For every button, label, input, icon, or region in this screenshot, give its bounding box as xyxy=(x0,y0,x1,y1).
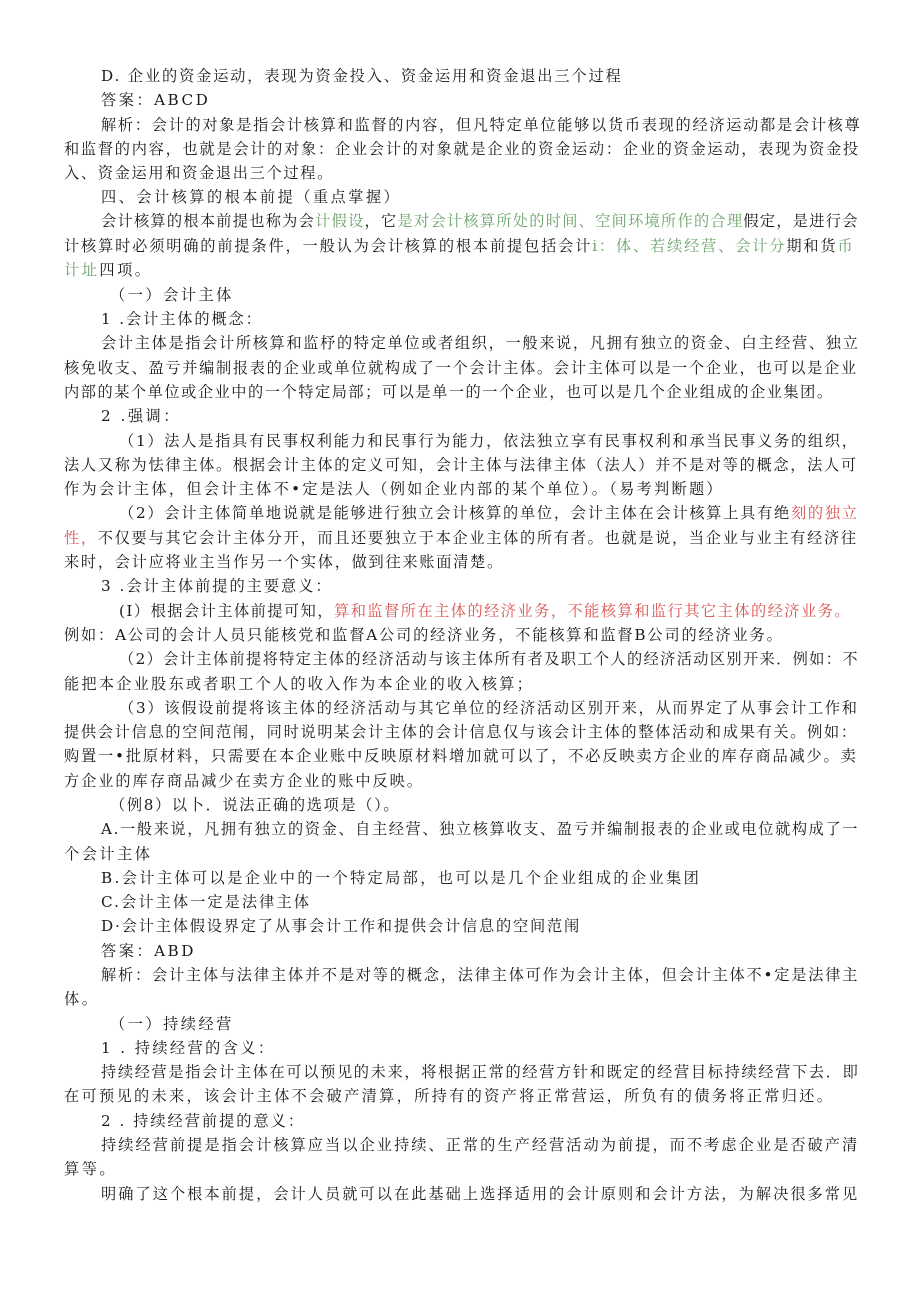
text-line: 会计核算的根本前提也称为会计假设，它是对会计核算所处的时间、空间环境所作的合理假定，是进行会 xyxy=(101,212,859,230)
text-line: 2 . 持续经营前提的意义： xyxy=(101,1112,306,1130)
text-line: 答案：ABCD xyxy=(101,91,211,109)
text-line: 体。 xyxy=(64,990,100,1008)
answer: 答案：ABD xyxy=(101,942,196,960)
text-line: 2 .强调： xyxy=(101,407,181,425)
text-line: 解析：会计的对象是指会计核算和监督的内容，但凡特定单位能够以货币表现的经济运动都是会计核尊 xyxy=(101,116,862,134)
text-line: 法人又称为怯律主体。根据会计主体的定义可知，会计主体与法律主体（法人）并不是对等的概念，法人可 xyxy=(64,456,858,474)
text-line: 和监督的内容，也就是会计的对象：企业会计的对象就是企业的资金运动：企业的资金运动，表现为资金投 xyxy=(64,140,860,158)
text-line: （2）会计主体简单地说就是能够进行独立会计核算的单位，会计主体在会计核算上具有绝刻的独立 xyxy=(119,504,859,522)
section-heading: （一）会计主体 xyxy=(110,286,234,304)
text-line: 计址四项。 xyxy=(64,261,153,279)
text-line: 持续经营是指会计主体在可以预见的未来，将根据正常的经营方针和既定的经营目标持续经营下去．即 xyxy=(101,1063,860,1081)
text-line: 计核算时必须明确的前提条件，一般认为会计核算的根本前提包括会计i：体、若续经营、会计分期和货币 xyxy=(64,237,855,255)
text-line: （2）会计主体前提将特定主体的经济活动与该主体所有者及职工个人的经济活动区别开来．例如：不 xyxy=(119,650,859,668)
text-line: 提供会计信息的空间范闱，同时说明某会计主体的会计信息仅与该会计主体的整体活动和成果有关。例如： xyxy=(64,723,858,741)
section-heading: （一）持续经营 xyxy=(110,1015,234,1033)
text-line: 1 .会计主体的概念： xyxy=(101,310,263,328)
text-line: 3 .会计主体前提的主要意义： xyxy=(101,577,333,595)
text-line: 算等。 xyxy=(64,1160,118,1178)
option-b: B.会计主体可以是企业中的一个特定局部，也可以是几个企业组成的企业集团 xyxy=(101,869,702,887)
text-line: 购置一•批原材料，只需要在本企业账中反映原材料增加就可以了，不必反映卖方企业的库存商品减少。卖 xyxy=(64,747,858,765)
text-line: 作为会计主体，但会计主体不•定是法人（例如企业内部的某个单位）。（易考判断题） xyxy=(64,480,724,498)
text-line: 个会计主体 xyxy=(64,845,153,863)
text-line: D. 企业的资金运动，表现为资金投入、资金运用和资金退出三个过程 xyxy=(101,67,623,85)
text-line: 方企业的库存商品减少在卖方企业的账中反映。 xyxy=(64,772,424,790)
text-line: 核免收支、盈亏并编制报表的企业或单位就构成了一个会计主体。会计主体可以是一个企业，也可以是企业 xyxy=(64,359,858,377)
text-line: 内部的某个单位或企业中的一个特定局部；可以是单一的一个企业，也可以是几个企业组成的企业集团。 xyxy=(64,383,834,401)
text-line: 1 . 持续经营的含义： xyxy=(101,1039,276,1057)
example-question: （例8）以卜．说法正确的选项是（）。 xyxy=(110,796,401,814)
text-line: 来时，会计应将业主当作另一个实体，做到往来账面清楚。 xyxy=(64,553,504,571)
option-c: C.会计主体一定是法律主体 xyxy=(101,893,311,911)
text-line: 会计主体是指会计所核算和监杼的特定单位或者组织，一般来说，凡拥有独立的资金、白主经营、独立 xyxy=(101,334,860,352)
text-line: 性，不仅要与其它会计主体分开，而且还要独立于本企业主体的所有者。也就是说，当企业与业主有经济往 xyxy=(64,529,858,547)
text-line: 解析：会计主体与法律主体并不是对等的概念，法律主体可作为会计主体，但会计主体不•定是法律主 xyxy=(101,966,860,984)
text-line: 在可预见的未来，该会计主体不会破产清算，所持有的资产将正常营运，所负有的债务将正常归还。 xyxy=(64,1087,835,1105)
text-line: 入、资金运用和资金退出三个过程。 xyxy=(64,164,334,182)
text-line: 能把本企业股东或者职工个人的收入作为本企业的收入核算； xyxy=(64,675,535,693)
text-line: (I）根据会计主体前提可知，算和监督所在主体的经济业务，不能核算和监行其它主体的经济业务。 xyxy=(119,602,851,620)
text-line: 持续经营前提是指会计核算应当以企业持续、正常的生产经营活动为前提，而不考虑企业是否破产清 xyxy=(101,1136,860,1154)
text-line: （1）法人是指具有民事权利能力和民事行为能力，依法独立享有民事权利和承当民事义务的组织， xyxy=(119,432,859,450)
text-line: 明确了这个根本前提，会计人员就可以在此基础上选择适用的会计原则和会计方法，为解决很多常见 xyxy=(101,1185,860,1203)
text-line: 例如：A公司的会计人员只能核党和监督A公司的经济业务，不能核算和监督B公司的经济业务。 xyxy=(64,626,784,644)
text-line: （3）该假设前提将该主体的经济活动与其它单位的经济活动区别开来，从而界定了从事会计工作和 xyxy=(119,699,859,717)
text-line: 四、会计核算的根本前提（重点掌握） xyxy=(101,188,402,206)
option-a: A.一般来说，凡拥有独立的资金、自主经营、独立核算收支、盈亏并编制报表的企业或电位就构成了一 xyxy=(101,820,860,838)
option-d: D·会计主体假设界定了从事会计工作和提供会计信息的空间范闱 xyxy=(101,917,582,935)
